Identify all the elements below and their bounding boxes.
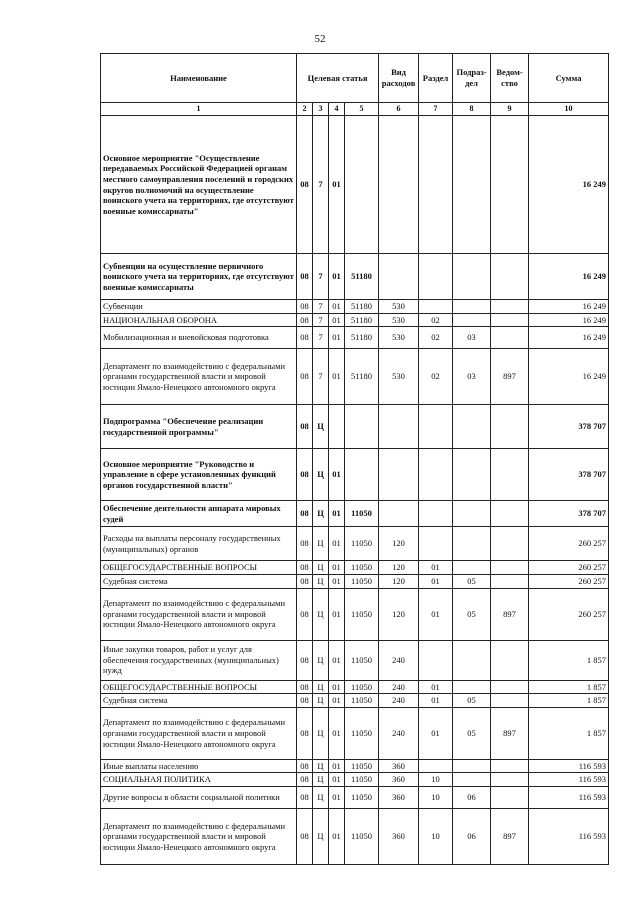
cell-section [419, 449, 453, 501]
cell-department [491, 327, 529, 349]
cell-name: Мобилизационная и вневойсковая подготовка [101, 327, 297, 349]
cell-name: Обеспечение деятельности аппарата мировых судей [101, 501, 297, 527]
cell-expense-type: 240 [379, 680, 419, 694]
cell-direction: 11050 [345, 694, 379, 708]
table-row [101, 588, 609, 640]
table-row [101, 759, 609, 773]
cell-expense-type: 360 [379, 759, 419, 773]
cell-section [419, 405, 453, 449]
cell-department [491, 405, 529, 449]
cell-direction: 51180 [345, 327, 379, 349]
cell-name: СОЦИАЛЬНАЯ ПОЛИТИКА [101, 773, 297, 787]
cell-direction: 11050 [345, 809, 379, 865]
table-row [101, 574, 609, 588]
cell-expense-type: 240 [379, 707, 419, 759]
cell-amount: 16 249 [529, 313, 609, 327]
cell-subsection [453, 561, 491, 575]
cell-activity: 01 [329, 588, 345, 640]
cell-amount: 260 257 [529, 574, 609, 588]
cell-name: Судебная система [101, 574, 297, 588]
cell-activity: 01 [329, 116, 345, 254]
table-row [101, 327, 609, 349]
cell-department [491, 313, 529, 327]
cell-activity: 01 [329, 694, 345, 708]
column-number: 6 [379, 103, 419, 116]
cell-department: 897 [491, 809, 529, 865]
cell-program: 08 [297, 254, 313, 300]
cell-section [419, 501, 453, 527]
cell-subsection: 05 [453, 574, 491, 588]
cell-amount: 16 249 [529, 254, 609, 300]
table-body [101, 116, 609, 865]
column-number: 3 [313, 103, 329, 116]
cell-amount: 16 249 [529, 116, 609, 254]
cell-subprogram: Ц [313, 759, 329, 773]
cell-expense-type: 530 [379, 327, 419, 349]
cell-subsection [453, 680, 491, 694]
cell-activity: 01 [329, 809, 345, 865]
cell-section: 02 [419, 313, 453, 327]
cell-subsection [453, 449, 491, 501]
table-row [101, 405, 609, 449]
cell-direction: 11050 [345, 787, 379, 809]
cell-department [491, 759, 529, 773]
cell-activity: 01 [329, 300, 345, 314]
cell-program: 08 [297, 561, 313, 575]
cell-subprogram: Ц [313, 449, 329, 501]
column-number: 2 [297, 103, 313, 116]
cell-department [491, 640, 529, 680]
cell-section: 10 [419, 809, 453, 865]
column-number: 10 [529, 103, 609, 116]
cell-section [419, 300, 453, 314]
cell-direction: 51180 [345, 254, 379, 300]
cell-activity: 01 [329, 707, 345, 759]
cell-section: 01 [419, 588, 453, 640]
cell-department [491, 527, 529, 561]
cell-amount: 378 707 [529, 501, 609, 527]
cell-amount: 1 857 [529, 640, 609, 680]
cell-activity [329, 405, 345, 449]
cell-subsection: 03 [453, 327, 491, 349]
cell-department [491, 680, 529, 694]
cell-department [491, 561, 529, 575]
cell-program: 08 [297, 116, 313, 254]
cell-section: 01 [419, 694, 453, 708]
cell-subprogram: 7 [313, 313, 329, 327]
header-target-article: Целевая статья [297, 54, 379, 103]
header-name: Наименование [101, 54, 297, 103]
cell-subprogram: Ц [313, 561, 329, 575]
cell-name: Субвенции на осуществление первичного воинского учета на территориях, где отсутствуют военные комиссариаты [101, 254, 297, 300]
table-row [101, 640, 609, 680]
cell-program: 08 [297, 640, 313, 680]
header-amount: Сумма [529, 54, 609, 103]
cell-expense-type: 240 [379, 694, 419, 708]
cell-subsection: 06 [453, 787, 491, 809]
budget-table [100, 53, 609, 865]
table-row [101, 313, 609, 327]
cell-expense-type [379, 405, 419, 449]
cell-activity: 01 [329, 313, 345, 327]
cell-amount: 378 707 [529, 449, 609, 501]
cell-name: Основное мероприятие "Осуществление передаваемых Российской Федерацией органам местного самоуправления поселений и городских округов полномочий на осуществление воинского учета на территориях, где отсутствуют военные комиссариаты" [101, 116, 297, 254]
cell-subsection [453, 759, 491, 773]
column-number: 7 [419, 103, 453, 116]
cell-direction: 11050 [345, 707, 379, 759]
cell-section [419, 527, 453, 561]
cell-direction [345, 116, 379, 254]
table-row [101, 254, 609, 300]
cell-direction: 11050 [345, 773, 379, 787]
cell-expense-type: 120 [379, 527, 419, 561]
cell-subsection: 03 [453, 349, 491, 405]
cell-expense-type [379, 116, 419, 254]
cell-expense-type: 530 [379, 349, 419, 405]
table-row [101, 773, 609, 787]
column-number: 9 [491, 103, 529, 116]
cell-amount: 260 257 [529, 527, 609, 561]
table-row [101, 527, 609, 561]
cell-direction [345, 449, 379, 501]
cell-name: ОБЩЕГОСУДАРСТВЕННЫЕ ВОПРОСЫ [101, 561, 297, 575]
table-row [101, 561, 609, 575]
cell-program: 08 [297, 787, 313, 809]
cell-section [419, 116, 453, 254]
cell-subsection [453, 527, 491, 561]
cell-direction: 11050 [345, 527, 379, 561]
cell-expense-type: 120 [379, 561, 419, 575]
page-number: 52 [314, 33, 326, 45]
cell-amount: 116 593 [529, 809, 609, 865]
column-number: 1 [101, 103, 297, 116]
cell-activity: 01 [329, 327, 345, 349]
cell-subprogram: 7 [313, 300, 329, 314]
cell-section: 10 [419, 773, 453, 787]
cell-name: Судебная система [101, 694, 297, 708]
cell-department [491, 574, 529, 588]
cell-subsection [453, 501, 491, 527]
cell-activity: 01 [329, 680, 345, 694]
cell-name: Другие вопросы в области социальной политики [101, 787, 297, 809]
cell-amount: 16 249 [529, 300, 609, 314]
cell-activity: 01 [329, 773, 345, 787]
cell-direction [345, 405, 379, 449]
cell-subprogram: Ц [313, 574, 329, 588]
cell-program: 08 [297, 574, 313, 588]
cell-subsection [453, 773, 491, 787]
table-row [101, 809, 609, 865]
cell-section: 01 [419, 574, 453, 588]
cell-activity: 01 [329, 759, 345, 773]
cell-subsection: 05 [453, 588, 491, 640]
table-row [101, 300, 609, 314]
column-number: 8 [453, 103, 491, 116]
cell-subprogram: Ц [313, 773, 329, 787]
cell-department [491, 449, 529, 501]
cell-department: 897 [491, 349, 529, 405]
cell-activity: 01 [329, 561, 345, 575]
cell-department [491, 773, 529, 787]
cell-expense-type [379, 501, 419, 527]
cell-subprogram: Ц [313, 501, 329, 527]
cell-activity: 01 [329, 449, 345, 501]
cell-expense-type: 530 [379, 313, 419, 327]
column-number: 4 [329, 103, 345, 116]
cell-direction: 51180 [345, 313, 379, 327]
cell-department [491, 694, 529, 708]
cell-program: 08 [297, 313, 313, 327]
cell-expense-type: 530 [379, 300, 419, 314]
cell-program: 08 [297, 300, 313, 314]
table-row [101, 707, 609, 759]
table-row [101, 680, 609, 694]
cell-amount: 378 707 [529, 405, 609, 449]
cell-amount: 16 249 [529, 349, 609, 405]
cell-activity: 01 [329, 574, 345, 588]
cell-program: 08 [297, 405, 313, 449]
cell-department [491, 300, 529, 314]
cell-name: ОБЩЕГОСУДАРСТВЕННЫЕ ВОПРОСЫ [101, 680, 297, 694]
cell-department: 897 [491, 707, 529, 759]
cell-expense-type [379, 449, 419, 501]
cell-subprogram: 7 [313, 327, 329, 349]
cell-activity: 01 [329, 254, 345, 300]
table-row [101, 116, 609, 254]
cell-name: Департамент по взаимодействию с федеральными органами государственной власти и мировой юстиции Ямало-Ненецкого автономного округа [101, 588, 297, 640]
cell-subprogram: Ц [313, 707, 329, 759]
cell-direction: 51180 [345, 300, 379, 314]
cell-subsection: 05 [453, 707, 491, 759]
cell-amount: 1 857 [529, 694, 609, 708]
cell-amount: 116 593 [529, 759, 609, 773]
header-expense-type: Вид расходов [379, 54, 419, 103]
cell-subsection [453, 405, 491, 449]
cell-name: Иные закупки товаров, работ и услуг для обеспечения государственных (муниципальных) нужд [101, 640, 297, 680]
cell-program: 08 [297, 527, 313, 561]
table-row [101, 449, 609, 501]
cell-amount: 1 857 [529, 680, 609, 694]
cell-name: Основное мероприятие "Руководство и управление в сфере установленных функций органов государственной власти" [101, 449, 297, 501]
cell-section [419, 254, 453, 300]
cell-subprogram: Ц [313, 640, 329, 680]
cell-activity: 01 [329, 640, 345, 680]
cell-program: 08 [297, 809, 313, 865]
cell-department [491, 501, 529, 527]
column-number-row [101, 103, 609, 116]
table-row [101, 787, 609, 809]
cell-name: Иные выплаты населению [101, 759, 297, 773]
cell-section [419, 640, 453, 680]
cell-expense-type: 360 [379, 787, 419, 809]
cell-expense-type: 120 [379, 574, 419, 588]
cell-activity: 01 [329, 527, 345, 561]
cell-program: 08 [297, 680, 313, 694]
cell-department [491, 116, 529, 254]
cell-name: Департамент по взаимодействию с федеральными органами государственной власти и мировой юстиции Ямало-Ненецкого автономного округа [101, 707, 297, 759]
cell-subprogram: Ц [313, 588, 329, 640]
cell-direction: 11050 [345, 759, 379, 773]
cell-section: 02 [419, 327, 453, 349]
cell-activity: 01 [329, 501, 345, 527]
cell-program: 08 [297, 349, 313, 405]
cell-subsection [453, 640, 491, 680]
cell-name: Субвенции [101, 300, 297, 314]
cell-program: 08 [297, 588, 313, 640]
cell-expense-type: 240 [379, 640, 419, 680]
header-department: Ведом-ство [491, 54, 529, 103]
cell-subsection [453, 254, 491, 300]
cell-name: Департамент по взаимодействию с федеральными органами государственной власти и мировой юстиции Ямало-Ненецкого автономного округа [101, 809, 297, 865]
cell-section [419, 759, 453, 773]
cell-direction: 11050 [345, 588, 379, 640]
cell-section: 02 [419, 349, 453, 405]
cell-amount: 116 593 [529, 787, 609, 809]
cell-program: 08 [297, 707, 313, 759]
cell-subsection: 05 [453, 694, 491, 708]
cell-program: 08 [297, 449, 313, 501]
cell-expense-type: 360 [379, 773, 419, 787]
cell-amount: 1 857 [529, 707, 609, 759]
table-row [101, 501, 609, 527]
cell-expense-type [379, 254, 419, 300]
cell-subsection [453, 116, 491, 254]
cell-subprogram: Ц [313, 809, 329, 865]
cell-subprogram: 7 [313, 254, 329, 300]
cell-name: Департамент по взаимодействию с федеральными органами государственной власти и мировой юстиции Ямало-Ненецкого автономного округа [101, 349, 297, 405]
cell-subsection [453, 300, 491, 314]
cell-activity: 01 [329, 349, 345, 405]
cell-subprogram: 7 [313, 349, 329, 405]
cell-expense-type: 120 [379, 588, 419, 640]
cell-direction: 11050 [345, 561, 379, 575]
cell-section: 01 [419, 561, 453, 575]
cell-direction: 11050 [345, 680, 379, 694]
cell-direction: 11050 [345, 640, 379, 680]
table-row [101, 349, 609, 405]
cell-program: 08 [297, 501, 313, 527]
cell-amount: 16 249 [529, 327, 609, 349]
cell-section: 01 [419, 680, 453, 694]
cell-section: 10 [419, 787, 453, 809]
cell-amount: 260 257 [529, 561, 609, 575]
cell-name: НАЦИОНАЛЬНАЯ ОБОРОНА [101, 313, 297, 327]
cell-subprogram: 7 [313, 116, 329, 254]
column-number: 5 [345, 103, 379, 116]
cell-activity: 01 [329, 787, 345, 809]
cell-program: 08 [297, 759, 313, 773]
cell-subprogram: Ц [313, 787, 329, 809]
cell-subsection [453, 313, 491, 327]
cell-direction: 11050 [345, 574, 379, 588]
cell-amount: 116 593 [529, 773, 609, 787]
cell-subprogram: Ц [313, 405, 329, 449]
cell-name: Расходы на выплаты персоналу государственных (муниципальных) органов [101, 527, 297, 561]
header-section: Раздел [419, 54, 453, 103]
cell-direction: 11050 [345, 501, 379, 527]
cell-expense-type: 360 [379, 809, 419, 865]
cell-program: 08 [297, 327, 313, 349]
cell-direction: 51180 [345, 349, 379, 405]
cell-subprogram: Ц [313, 680, 329, 694]
cell-subsection: 06 [453, 809, 491, 865]
cell-program: 08 [297, 773, 313, 787]
header-subsection: Подраз-дел [453, 54, 491, 103]
table-row [101, 694, 609, 708]
cell-department [491, 787, 529, 809]
cell-department: 897 [491, 588, 529, 640]
cell-name: Подпрограмма "Обеспечение реализации государственной программы" [101, 405, 297, 449]
cell-subprogram: Ц [313, 694, 329, 708]
cell-subprogram: Ц [313, 527, 329, 561]
cell-program: 08 [297, 694, 313, 708]
header-row [101, 54, 609, 103]
cell-amount: 260 257 [529, 588, 609, 640]
cell-section: 01 [419, 707, 453, 759]
cell-department [491, 254, 529, 300]
